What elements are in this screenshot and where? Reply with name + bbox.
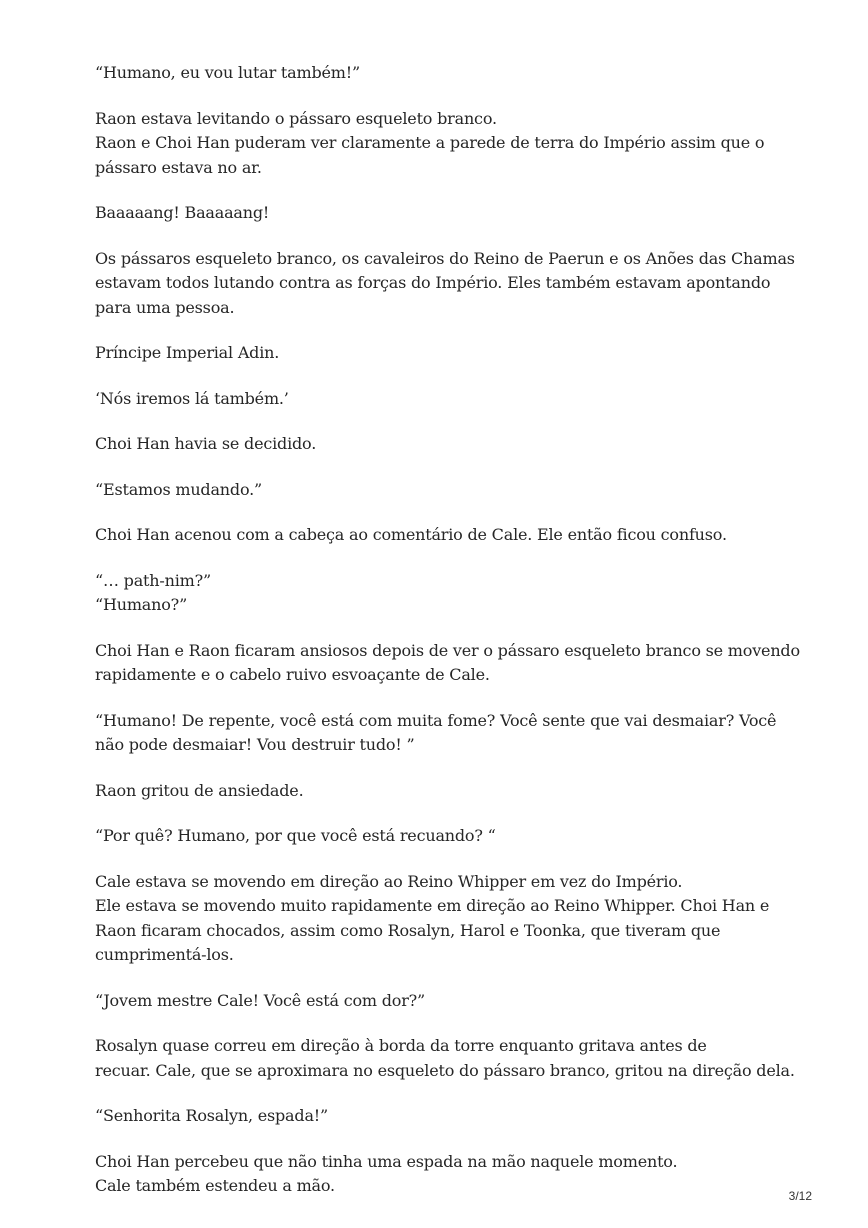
text-line: “Humano?” [95, 595, 188, 614]
text-line: Ele estava se movendo muito rapidamente em direção ao Reino Whipper. Choi Han e [95, 896, 770, 915]
paragraph [95, 432, 795, 457]
text-line: cumprimentá-los. [95, 945, 234, 964]
paragraph [95, 709, 795, 758]
paragraph [95, 870, 795, 968]
text-line: para uma pessoa. [95, 297, 235, 317]
paragraph [95, 1104, 795, 1129]
text-line: Príncipe Imperial Adin. [95, 343, 280, 362]
paragraph [95, 779, 795, 804]
paragraph [95, 1034, 795, 1083]
paragraph [95, 201, 795, 226]
text-line: Rosalyn quase correu em direção à borda da torre enquanto gritava antes de [95, 1036, 707, 1055]
paragraph [95, 639, 800, 688]
text-line: Raon gritou de ansiedade. [95, 780, 304, 800]
text-line: Raon e Choi Han puderam ver claramente a parede de terra do Império assim que o [95, 133, 765, 152]
text-line: estavam todos lutando contra as forças do Império. Eles também estavam apontando [95, 273, 771, 292]
paragraph [95, 1150, 795, 1199]
paragraph [95, 247, 795, 321]
paragraph [95, 569, 795, 618]
paragraph [95, 989, 795, 1014]
paragraph [95, 341, 795, 366]
text-line: “Por quê? Humano, por que você está recuando? “ [95, 826, 496, 845]
text-line: “Jovem mestre Cale! Você está com dor?” [95, 990, 426, 1010]
text-line: Choi Han havia se decidido. [95, 434, 317, 453]
text-line: Choi Han e Raon ficaram ansiosos depois de ver o pássaro esqueleto branco se movendo [95, 640, 800, 660]
text-line: “Humano, eu vou lutar também!” [95, 63, 360, 82]
text-line: Choi Han percebeu que não tinha uma espada na mão naquele momento. [95, 1151, 678, 1171]
text-line: Cale estava se movendo em direção ao Reino Whipper em vez do Império. [95, 871, 683, 891]
text-line: Choi Han acenou com a cabeça ao comentário de Cale. Ele então ficou confuso. [95, 525, 727, 544]
text-line: recuar. Cale, que se aproximara no esqueleto do pássaro branco, gritou na direção dela. [95, 1060, 795, 1080]
text-line: não pode desmaiar! Vou destruir tudo! ” [95, 735, 415, 754]
text-line: Raon estava levitando o pássaro esqueleto branco. [95, 108, 497, 128]
text-line: pássaro estava no ar. [95, 157, 262, 177]
paragraph [95, 824, 795, 849]
paragraph [95, 523, 795, 548]
paragraph [95, 387, 795, 412]
page-number: 3/12 [788, 1189, 812, 1203]
text-line: “Estamos mudando.” [95, 479, 262, 499]
text-line: Raon ficaram chocados, assim como Rosalyn, Harol e Toonka, que tiveram que [95, 920, 721, 940]
text-line: rapidamente e o cabelo ruivo esvoaçante de Cale. [95, 665, 490, 684]
paragraph [95, 107, 795, 181]
text-line: “… path-nim?” [95, 570, 211, 590]
text-line: “Senhorita Rosalyn, espada!” [95, 1106, 328, 1125]
text-line: Cale também estendeu a mão. [95, 1176, 335, 1195]
text-line: ‘Nós iremos lá também.’ [95, 388, 289, 408]
paragraph [95, 478, 795, 503]
paragraph [95, 61, 795, 86]
text-line: Os pássaros esqueleto branco, os cavaleiros do Reino de Paerun e os Anões das Chamas [95, 248, 795, 268]
text-line: Baaaaang! Baaaaang! [95, 203, 270, 222]
text-line: “Humano! De repente, você está com muita fome? Você sente que vai desmaiar? Você [95, 710, 777, 730]
